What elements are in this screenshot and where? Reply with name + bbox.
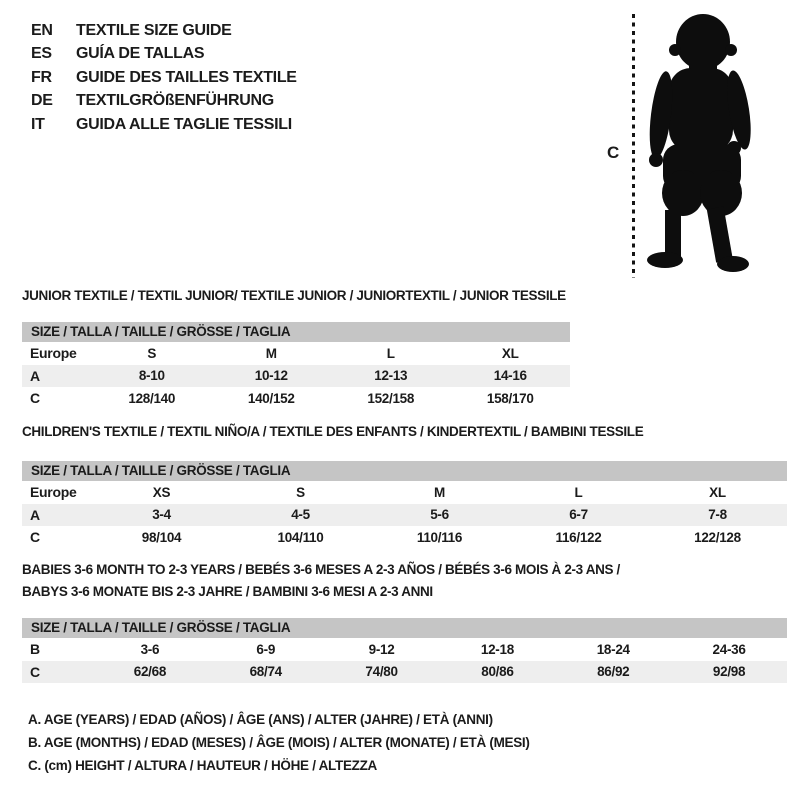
children-size-table <box>22 461 787 549</box>
size-cell: L <box>574 484 583 500</box>
size-cell: L <box>386 345 395 361</box>
table-row <box>22 342 570 365</box>
language-row <box>31 113 297 137</box>
table-row <box>22 387 570 410</box>
toddler-silhouette-icon <box>645 12 757 274</box>
size-cell: S <box>296 484 305 500</box>
language-code: FR <box>31 68 52 86</box>
table-header-bar: SIZE / TALLA / TAILLE / GRÖSSE / TAGLIA <box>22 461 787 481</box>
table-row <box>22 526 787 549</box>
height-cell: 98/104 <box>141 529 182 545</box>
age-cell: 18-24 <box>596 641 630 657</box>
size-cell: M <box>434 484 445 500</box>
children-section-heading: CHILDREN'S TEXTILE / TEXTIL NIÑO/A / TEXTILE DES ENFANTS / KINDERTEXTIL / BAMBINI TESSILE <box>22 424 644 439</box>
size-cell: XL <box>709 484 726 500</box>
babies-heading-line-2: BABYS 3-6 MONATE BIS 2-3 JAHRE / BAMBINI 3-6 MESI A 2-3 ANNI <box>22 584 433 599</box>
row-label: C <box>30 663 40 680</box>
height-cell: 152/158 <box>367 390 415 406</box>
language-label: GUIDA ALLE TAGLIE TESSILI <box>76 115 292 133</box>
language-label: GUIDE DES TAILLES TEXTILE <box>76 68 297 86</box>
age-cell: 8-10 <box>138 368 165 384</box>
row-label: A <box>30 506 40 523</box>
size-cell: XL <box>501 345 519 361</box>
row-label: C <box>30 390 40 407</box>
language-row <box>31 90 297 114</box>
measure-legend <box>28 708 530 777</box>
babies-size-table <box>22 618 787 683</box>
age-cell: 7-8 <box>708 507 727 523</box>
language-label: GUÍA DE TALLAS <box>76 45 205 63</box>
size-cell: XS <box>152 484 171 500</box>
height-cell: 92/98 <box>712 664 746 680</box>
age-cell: 6-9 <box>256 641 276 657</box>
height-cell: 80/86 <box>481 664 514 680</box>
language-list <box>31 19 297 137</box>
age-cell: 14-16 <box>493 368 527 384</box>
babies-heading-line-1: BABIES 3-6 MONTH TO 2-3 YEARS / BEBÉS 3-6 MESES A 2-3 AÑOS / BÉBÉS 3-6 MOIS À 2-3 ANS / <box>22 562 620 577</box>
height-cell: 86/92 <box>597 664 630 680</box>
row-label: A <box>30 367 40 384</box>
height-cell: 140/152 <box>247 390 295 406</box>
legend-line-a: A. AGE (YEARS) / EDAD (AÑOS) / ÂGE (ANS) / ALTER (JAHRE) / ETÀ (ANNI) <box>28 712 493 727</box>
legend-line-c: C. (cm) HEIGHT / ALTURA / HAUTEUR / HÖHE / ALTEZZA <box>28 758 377 773</box>
height-cell: 104/110 <box>277 529 324 545</box>
height-cell: 116/122 <box>555 529 602 545</box>
language-code: DE <box>31 92 53 110</box>
age-cell: 10-12 <box>254 368 288 384</box>
age-cell: 3-4 <box>152 507 171 523</box>
table-row <box>22 481 787 504</box>
table-row <box>22 504 787 527</box>
language-row <box>31 66 297 90</box>
size-cell: M <box>265 345 277 361</box>
height-cell: 128/140 <box>128 390 176 406</box>
age-cell: 4-5 <box>291 507 310 523</box>
height-cell: 110/116 <box>416 529 463 545</box>
table-header-bar: SIZE / TALLA / TAILLE / GRÖSSE / TAGLIA <box>22 322 570 342</box>
row-label: B <box>30 641 40 658</box>
language-label: TEXTILGRÖßENFÜHRUNG <box>76 92 274 110</box>
junior-size-table <box>22 322 570 410</box>
height-cell: 74/80 <box>365 664 398 680</box>
row-label: Europe <box>30 484 77 501</box>
row-label: Europe <box>30 345 77 362</box>
language-code: EN <box>31 21 53 39</box>
age-cell: 3-6 <box>140 641 160 657</box>
figure-height-label: C <box>607 143 620 162</box>
table-row <box>22 365 570 388</box>
language-row <box>31 43 297 67</box>
age-cell: 6-7 <box>569 507 588 523</box>
table-row <box>22 661 787 684</box>
height-measure-dotted-line <box>632 14 635 278</box>
junior-section-heading: JUNIOR TEXTILE / TEXTIL JUNIOR/ TEXTILE JUNIOR / JUNIORTEXTIL / JUNIOR TESSILE <box>22 288 566 303</box>
height-cell: 158/170 <box>486 390 534 406</box>
height-cell: 62/68 <box>133 664 167 680</box>
babies-section-heading <box>22 559 682 603</box>
table-row <box>22 638 787 661</box>
language-code: ES <box>31 45 52 63</box>
size-cell: S <box>147 345 157 361</box>
row-label: C <box>30 529 40 546</box>
height-cell: 68/74 <box>249 664 282 680</box>
legend-line-b: B. AGE (MONTHS) / EDAD (MESES) / ÂGE (MOIS) / ALTER (MONATE) / ETÀ (MESI) <box>28 735 530 750</box>
language-label: TEXTILE SIZE GUIDE <box>76 21 232 39</box>
age-cell: 9-12 <box>368 641 395 657</box>
age-cell: 24-36 <box>712 641 746 657</box>
age-cell: 12-18 <box>480 641 514 657</box>
table-header-bar: SIZE / TALLA / TAILLE / GRÖSSE / TAGLIA <box>22 618 787 638</box>
language-code: IT <box>31 115 45 133</box>
language-row <box>31 19 297 43</box>
height-cell: 122/128 <box>694 529 741 545</box>
age-cell: 5-6 <box>430 507 449 523</box>
age-cell: 12-13 <box>374 368 408 384</box>
